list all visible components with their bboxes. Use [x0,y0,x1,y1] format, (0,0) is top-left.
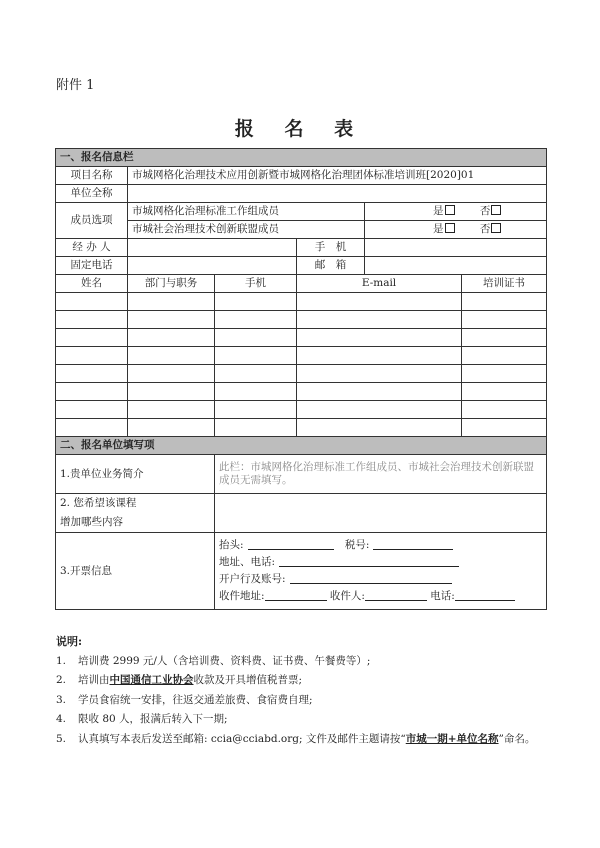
col-header-name: 姓名 [56,275,128,293]
section2-heading: 二、报名单位填写项 [56,437,547,455]
unit-input[interactable] [128,185,547,203]
table-cell[interactable] [128,311,215,329]
yes-label: 是 [433,223,444,235]
col-header-mobile: 手机 [215,275,297,293]
member-option-1-label: 市城网格化治理标准工作组成员 [128,203,365,221]
table-cell[interactable] [297,293,462,311]
invoice-bank-label: 开户行及账号: [219,573,286,585]
table-cell[interactable] [128,365,215,383]
note-text: 培训费 2999 元/人（含培训费、资料费、证书费、午餐费等）; [78,654,371,667]
invoice-address-label: 地址、电话: [219,556,276,568]
table-cell[interactable] [462,329,547,347]
no-checkbox[interactable] [491,223,501,233]
yes-label: 是 [433,205,444,217]
invoice-recv-address-label: 收件地址: [219,590,265,602]
course-label [56,494,215,533]
note-text: 学员食宿统一安排，往返交通差旅费、食宿费自理; [78,693,313,706]
subject-format: 市城一期+单位名称 [405,732,499,745]
note-text-pre: 认真填写本表后发送至邮箱: ccia@cciabd.org; 文件及邮件主题请按“ [78,732,406,745]
table-cell[interactable] [128,347,215,365]
note-item [56,652,551,672]
invoice-recv-address-input[interactable] [265,589,327,601]
table-cell[interactable] [462,293,547,311]
project-value: 市城网格化治理技术应用创新暨市城网格化治理团体标准培训班[2020]01 [128,167,547,185]
yes-checkbox[interactable] [445,223,455,233]
col-header-email: E-mail [297,275,462,293]
invoice-label: 3.开票信息 [56,533,215,610]
table-cell[interactable] [462,347,547,365]
annex-label: 附件 1 [56,78,95,93]
handler-input[interactable] [128,239,297,257]
course-label-line-2: 增加哪些内容 [60,516,123,528]
no-label: 否 [479,205,491,217]
table-cell[interactable] [297,383,462,401]
table-cell[interactable] [215,311,297,329]
table-row [56,401,547,419]
note-number: 5. [56,732,67,745]
organization-name: 中国通信工业协会 [109,674,194,686]
email-label: 邮 箱 [297,257,365,275]
note-number: 2. [56,674,67,686]
no-label: 否 [479,223,491,235]
note-text [78,671,302,691]
table-cell[interactable] [56,293,128,311]
member-option-2-choice [365,221,547,239]
note-text-post: 收款及开具增值税普票; [193,674,303,686]
note-text: 限收 80 人，报满后转入下一期; [78,713,228,725]
project-label: 项目名称 [56,167,128,185]
invoice-bank-input[interactable] [290,572,452,584]
table-row [56,365,547,383]
table-cell[interactable] [128,293,215,311]
col-header-dept: 部门与职务 [128,275,215,293]
note-item [56,671,551,691]
note-text-pre: 培训由 [78,674,110,686]
note-item [56,710,551,730]
table-row [56,347,547,365]
invoice-phone-label: 电话: [430,590,455,602]
business-note: 此栏：市城网格化治理标准工作组成员、市城社会治理技术创新联盟成员无需填写。 [215,455,547,494]
table-cell[interactable] [297,419,462,437]
phone-label: 手 机 [297,239,365,257]
page-title: 报 名 表 [234,118,366,140]
table-cell[interactable] [462,419,547,437]
table-cell[interactable] [462,401,547,419]
invoice-taxno-label: 税号: [344,539,370,551]
table-cell[interactable] [462,383,547,401]
email-input[interactable] [365,257,547,275]
note-item [56,730,551,750]
notes-heading: 说明: [56,635,83,648]
table-cell[interactable] [215,383,297,401]
table-row [56,419,547,437]
registration-form [55,148,547,610]
invoice-address-input[interactable] [279,555,459,567]
invoice-header-input[interactable] [248,538,334,550]
table-cell[interactable] [56,419,128,437]
attendee-rows [56,293,547,437]
handler-label: 经 办 人 [56,239,128,257]
section1-heading: 一、报名信息栏 [56,149,547,167]
table-cell[interactable] [56,383,128,401]
table-cell[interactable] [128,401,215,419]
notes [56,632,551,749]
invoice-fields [215,533,547,610]
table-cell[interactable] [462,311,547,329]
member-option-2-label: 市城社会治理技术创新联盟成员 [128,221,365,239]
table-cell[interactable] [215,401,297,419]
note-text [78,730,535,750]
landline-input[interactable] [128,257,297,275]
table-cell[interactable] [56,347,128,365]
note-item [56,691,551,711]
landline-label: 固定电话 [56,257,128,275]
table-row [56,383,547,401]
invoice-taxno-input[interactable] [373,538,453,550]
table-cell[interactable] [56,329,128,347]
table-cell[interactable] [56,365,128,383]
table-cell[interactable] [56,401,128,419]
note-number: 3. [56,693,67,706]
invoice-phone-input[interactable] [455,589,515,601]
yes-checkbox[interactable] [445,205,455,215]
member-option-1-choice [365,203,547,221]
member-label: 成员选项 [56,203,128,239]
table-cell[interactable] [215,419,297,437]
business-label: 1.贵单位业务简介 [56,455,215,494]
note-number: 4. [56,713,67,725]
table-cell[interactable] [128,383,215,401]
col-header-cert: 培训证书 [462,275,547,293]
table-cell[interactable] [297,401,462,419]
table-row [56,329,547,347]
table-cell[interactable] [215,329,297,347]
table-cell[interactable] [297,365,462,383]
table-row [56,311,547,329]
table-cell[interactable] [462,365,547,383]
no-checkbox[interactable] [491,205,501,215]
course-input[interactable] [215,494,547,533]
table-cell[interactable] [297,329,462,347]
course-label-line-1: 2. 您希望该课程 [60,497,137,509]
table-cell[interactable] [297,347,462,365]
invoice-receiver-input[interactable] [365,589,427,601]
unit-label: 单位全称 [56,185,128,203]
table-cell[interactable] [56,311,128,329]
invoice-header-label: 抬头: [219,539,244,551]
note-number: 1. [56,654,67,667]
table-cell[interactable] [128,329,215,347]
invoice-receiver-label: 收件人: [329,590,365,602]
table-cell[interactable] [215,293,297,311]
table-cell[interactable] [128,419,215,437]
table-cell[interactable] [215,365,297,383]
phone-input[interactable] [365,239,547,257]
table-cell[interactable] [297,311,462,329]
note-text-post: ”命名。 [498,732,536,745]
table-cell[interactable] [215,347,297,365]
table-row [56,293,547,311]
